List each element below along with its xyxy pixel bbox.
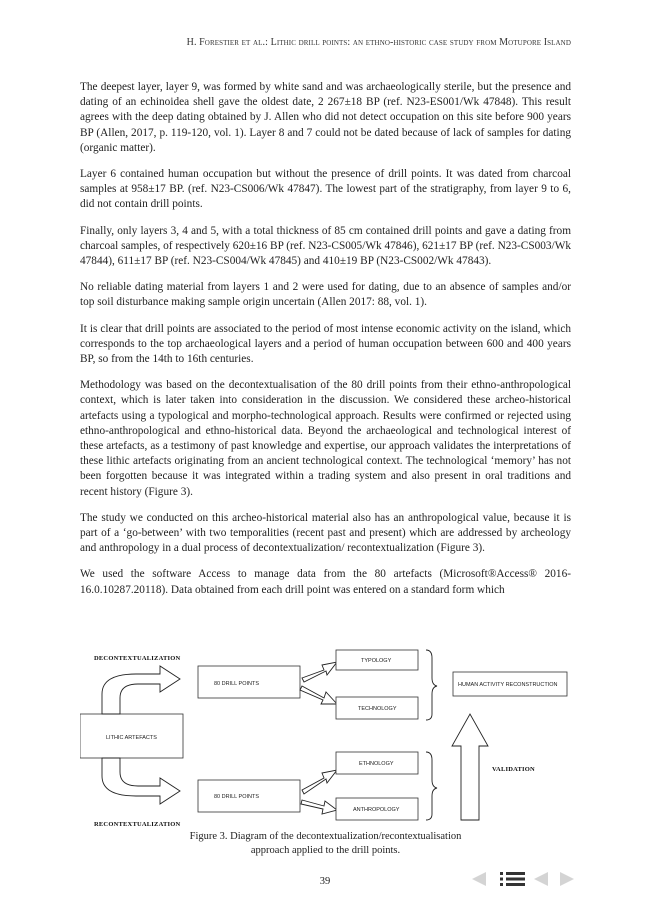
label-recontextualization: RECONTEXTUALIZATION [94, 821, 181, 828]
label-validation: VALIDATION [492, 766, 535, 773]
arrow-to-ethnology [302, 770, 337, 794]
figure-3-diagram [80, 648, 571, 828]
paragraph-methodology: Methodology was based on the decontextualisation of the 80 drill points from their ethno-anthropological context, which is later taken into consideration in the discussion. We considered these archeo-historical artefacts using a typological and morpho-technological approach. Results were confirmed or rejected using ethno-anthropological and ethno-historical data. Beyond the archaeological and technological interest of these artefacts, as a testimony of past knowledge and expertise, our approach validates the interpretations of these lithic artefacts originating from an ancient technological context. The technological ‘memory’ has not been forgotten because it was integrated within a trading system and also present in oral traditions and recent history (Figure 3). [80, 379, 571, 498]
paragraph-layer-6: Layer 6 contained human occupation but without the presence of drill points. It was dated from charcoal samples at 958±17 BP. (ref. N23-CS006/Wk 47847). The lowest part of the stratigraphy, from layer 9 to 6, did not contain drill points. [80, 168, 571, 211]
box-ethnology-label: ETHNOLOGY [359, 761, 394, 767]
arrow-to-decontextualization [102, 666, 180, 714]
box-lithic-artefacts-label: LITHIC ARTEFACTS [106, 735, 157, 741]
arrow-to-anthropology [301, 800, 337, 814]
caption-line-2: approach applied to the drill points. [250, 844, 401, 856]
first-page-icon[interactable] [470, 870, 490, 888]
diagram-svg [80, 648, 571, 828]
box-technology-label: TECHNOLOGY [358, 706, 397, 712]
box-anthropology-label: ANTHROPOLOGY [353, 807, 400, 813]
box-human-activity-label: HUMAN ACTIVITY RECONSTRUCTION [458, 682, 558, 688]
label-decontextualization: DECONTEXTUALIZATION [94, 655, 181, 662]
brace-bottom [426, 752, 437, 820]
arrow-to-recontextualization [102, 758, 180, 804]
running-head: H. Forestier et al.: Lithic drill points: an ethno-historic case study from Motupore Island [186, 37, 571, 48]
paragraph-anthropological-value: The study we conducted on this archeo-historical material also has an anthropological value, because it is part of a ‘go-between’ with two temporalities (recent past and present) which are addressed by archeology and anthropology in a dual process of decontextualization/ recontextualization (Figure 3). [80, 511, 571, 555]
next-page-icon[interactable] [556, 870, 576, 888]
box-drill-points-top-label: 80 DRILL POINTS [214, 681, 260, 687]
brace-top [426, 650, 437, 720]
paragraph-access-software: We used the software Access to manage data from the 80 artefacts (Microsoft®Access® 2016-16.0.10287.20118). Data obtained from each drill point was entered on a standard form which [80, 568, 571, 596]
paragraph-layer-9: The deepest layer, layer 9, was formed by white sand and was archaeologically sterile, but the presence and dating of an echinoidea shell gave the oldest date, 2 267±18 BP (ref. N23-ES001/Wk 47848). This result agrees with the deep dating obtained by J. Allen who did not detect occupation on this site before 900 years BP (Allen, 2017, p. 119-120, vol. 1). Layer 8 and 7 could not be dated because of lack of samples for dating (organic matter). [80, 81, 571, 154]
arrow-to-typology [302, 662, 337, 682]
box-drill-points-bottom-label: 80 DRILL POINTS [214, 794, 260, 800]
box-typology-label: TYPOLOGY [361, 658, 392, 664]
list-menu-icon[interactable] [500, 870, 526, 888]
paragraph-layers-1-2: No reliable dating material from layers 1 and 2 were used for dating, due to an absence of samples and/or top soil disturbance making sample origin uncertain (Allen 2017: 88, vol. 1). [80, 281, 571, 309]
previous-page-icon[interactable] [532, 870, 552, 888]
paragraph-economic-activity: It is clear that drill points are associated to the period of most intense economic activity on the island, which corresponds to the top archaeological layers and a period of human occupation between 600 and 400 years BP, so from the 14th to 16th centuries. [80, 322, 571, 366]
page-navigation [470, 868, 580, 892]
figure-caption [80, 830, 571, 857]
page-number: 39 [319, 876, 331, 887]
validation-up-arrow [452, 714, 488, 820]
paragraph-layers-3-5: Finally, only layers 3, 4 and 5, with a total thickness of 85 cm contained drill points and gave a dating from charcoal samples, of respectively 620±16 BP (ref. N23-CS005/Wk 47846), 621±17 BP (ref. N23-CS003/Wk 47844), 611±17 BP (ref. N23-CS004/Wk 47845) and 410±19 BP (N23-CS002/Wk 47843). [80, 224, 571, 268]
caption-line-1: Figure 3. Diagram of the decontextualization/recontextualisation [189, 831, 462, 842]
arrow-to-technology [300, 686, 337, 704]
article-body [80, 80, 571, 609]
